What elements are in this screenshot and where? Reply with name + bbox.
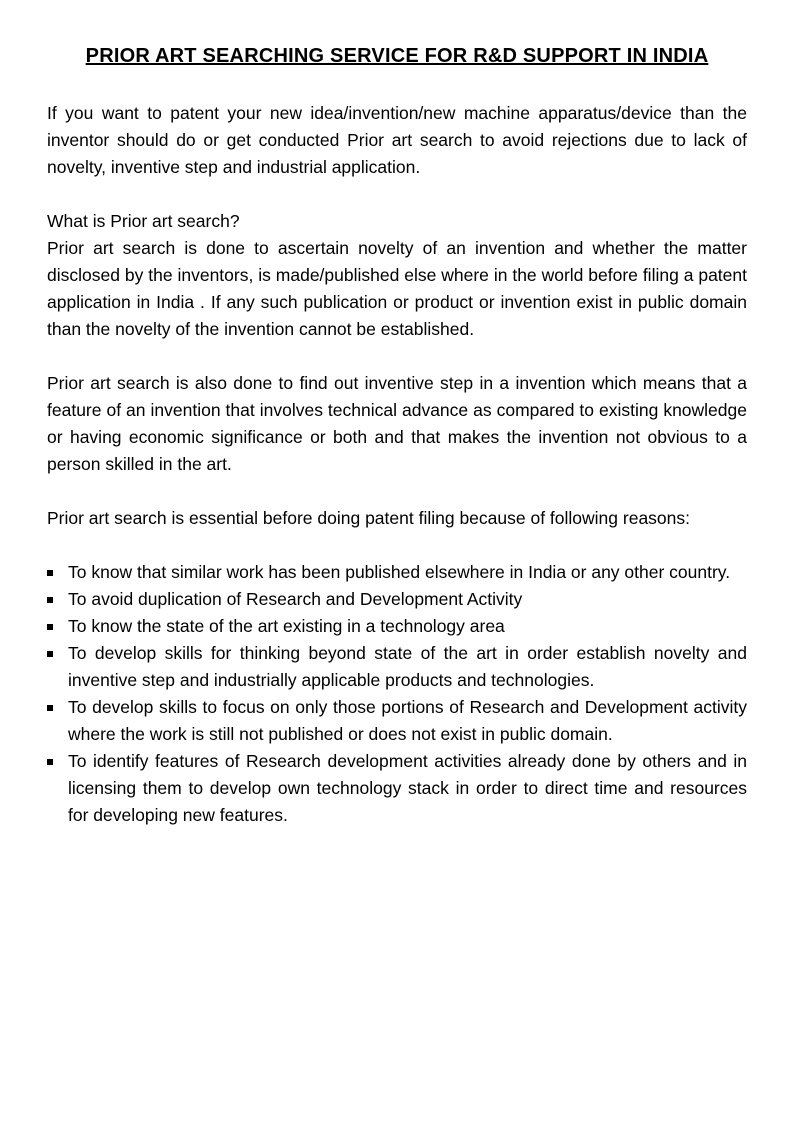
list-item-text: To identify features of Research development activities already done by others and in licensing them to develop own technology stack in order to direct time and resources for developing new features. [68, 751, 747, 825]
list-item [47, 613, 747, 640]
list-item-text: To know the state of the art existing in a technology area [68, 616, 505, 636]
section1-paragraph: Prior art search is done to ascertain novelty of an invention and whether the matter disclosed by the inventors, is made/published else where in the world before filing a patent application in India . If any such publication or product or invention exist in public domain than the novelty of the invention cannot be established. [47, 238, 747, 339]
reasons-bullet-list [47, 559, 747, 829]
list-item [47, 640, 747, 694]
list-item-text: To develop skills for thinking beyond state of the art in order establish novelty and inventive step and industrially applicable products and technologies. [68, 643, 747, 690]
intro-paragraph: If you want to patent your new idea/invention/new machine apparatus/device than the inventor should do or get conducted Prior art search to avoid rejections due to lack of novelty, inventive step and industrial application. [47, 103, 747, 177]
page-title: PRIOR ART SEARCHING SERVICE FOR R&D SUPPORT IN INDIA [85, 45, 709, 67]
list-item [47, 748, 747, 829]
list-item [47, 694, 747, 748]
section-heading-what-is-prior-art-search: What is Prior art search? [47, 211, 240, 231]
list-item-text: To avoid duplication of Research and Development Activity [68, 589, 523, 609]
list-item [47, 559, 747, 586]
section2-paragraph: Prior art search is also done to find out inventive step in a invention which means that a feature of an invention that involves technical advance as compared to existing knowledge or having economic significance or both and that makes the invention not obvious to a person skilled in the art. [47, 373, 747, 474]
reasons-intro-paragraph: Prior art search is essential before doing patent filing because of following reasons: [47, 508, 691, 528]
list-item-text: To know that similar work has been published elsewhere in India or any other country. [68, 562, 731, 582]
list-item-text: To develop skills to focus on only those portions of Research and Development activity where the work is still not published or does not exist in public domain. [68, 697, 747, 744]
list-item [47, 586, 747, 613]
